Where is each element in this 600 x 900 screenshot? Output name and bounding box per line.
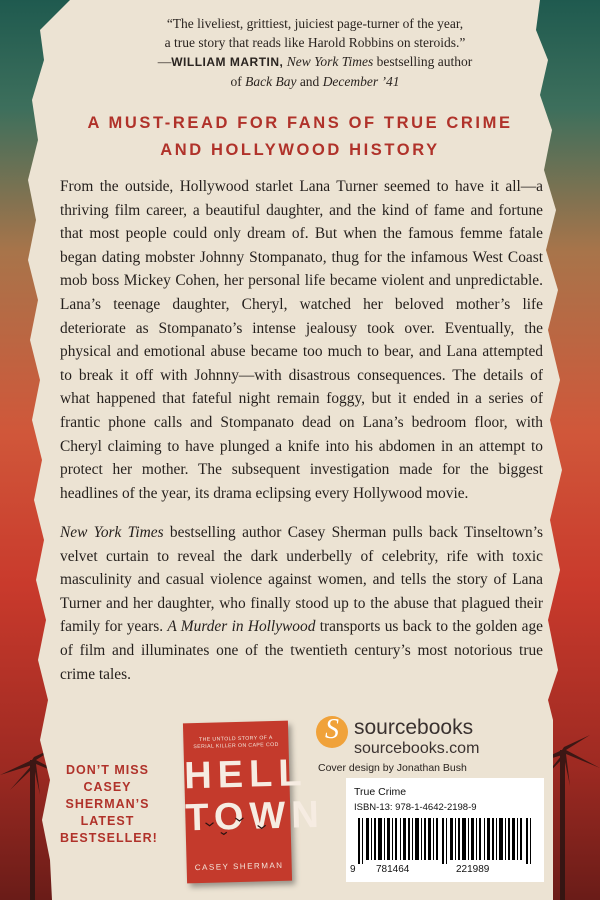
barcode-graphic: [358, 818, 534, 864]
birds-graphic: [195, 811, 281, 843]
quote-and: and: [299, 74, 320, 89]
genre-label: True Crime: [354, 786, 407, 798]
book-title-line-2: TOWN: [184, 793, 326, 840]
sourcebooks-logo-icon: [316, 716, 348, 748]
book-author: CASEY SHERMAN: [194, 860, 284, 873]
barcode-digit-lead: 9: [350, 864, 356, 875]
book-subtitle: THE UNTOLD STORY OF A SERIAL KILLER ON CAPE COD: [193, 735, 279, 751]
logo-letter: S: [325, 714, 339, 745]
promo-line-2: CASEY: [83, 780, 132, 794]
headline-line-1: A MUST-READ FOR FANS OF TRUE CRIME: [87, 114, 513, 132]
quote-line-1: “The liveliest, grittiest, juiciest page-turner of the year,: [166, 16, 464, 31]
hell-town-book-cover: [183, 721, 326, 884]
description-paragraph-1: From the outside, Hollywood starlet Lana Turner seemed to have it all—a thriving film career, a beautiful daughter, and the kind of fame and fortune that most people could only dream of. But when the famous femme fatale began dating mobster Johnny Stompanato, thug for the infamous West Coast mob boss Mickey Cohen, her personal life became violent and unpredictable. Lana’s teenage daughter, Cheryl, watched her beloved mother’s life deteriorate as Stompanato’s intense jealousy took over. Eventually, the physical and emotional abuse became too much to bear, and Lana attempted to break it off with Johnny—with disastrous consequences. The details of what happened that fateful night remain foggy, but it ended in a series of frantic phone calls and Stompanato dead on Lana’s bedroom floor, with Cheryl claiming to have plunged a knife into his abdomen in an attempt to protect her mother. The subsequent investigation made for the biggest headlines of the year, its drama eclipsing every Hollywood movie.: [60, 178, 543, 502]
publisher-name: sourcebooks: [354, 716, 474, 739]
p2-part2: transports us back to the golden age of film and illuminates one of the twentieth century’s most notorious true crime tales.: [60, 618, 544, 683]
p2-book-title: A Murder in Hollywood: [167, 618, 316, 636]
quote-nyt: New York Times: [286, 54, 374, 69]
promo-line-5: BESTSELLER!: [60, 831, 158, 845]
quote-line-2: a true story that reads like Harold Robbins on steroids.”: [164, 35, 466, 50]
isbn-text: ISBN-13: 978-1-4642-2198-9: [354, 802, 477, 813]
p2-part1: bestselling author Casey Sherman pulls back Tinseltown’s velvet curtain to reveal the dark underbelly of celebrity, rife with toxic masculinity and casual violence against women, and tells the story of Lana Turner and her daughter, who finally stood up to the abuse that plagued their family for years.: [60, 524, 543, 636]
barcode-digits-right: 221989: [456, 864, 490, 875]
isbn-barcode-box: [346, 778, 544, 882]
publisher-url: sourcebooks.com: [354, 740, 480, 757]
description-paragraph-2: [60, 521, 543, 686]
quote-bestselling: bestselling author: [376, 54, 473, 69]
promo-line-4: LATEST: [80, 814, 135, 828]
endorsement-quote: [150, 14, 480, 91]
p2-nyt: New York Times: [60, 524, 164, 541]
book-title-line-1: HELL: [183, 752, 309, 798]
cover-credit: Cover design by Jonathan Bush: [318, 762, 467, 774]
quote-of: of: [230, 74, 242, 89]
quote-dash: —: [157, 54, 172, 69]
quote-book1: Back Bay: [245, 74, 297, 89]
promo-line-3: SHERMAN’S: [65, 797, 150, 811]
headline-line-2: AND HOLLYWOOD HISTORY: [160, 141, 440, 159]
quote-book2: December ’41: [322, 74, 400, 89]
barcode-digits-left: 781464: [376, 864, 410, 875]
promo-text: [60, 762, 158, 847]
promo-line-1: DON’T MISS: [66, 763, 149, 777]
quote-author: WILLIAM MARTIN,: [171, 55, 284, 69]
